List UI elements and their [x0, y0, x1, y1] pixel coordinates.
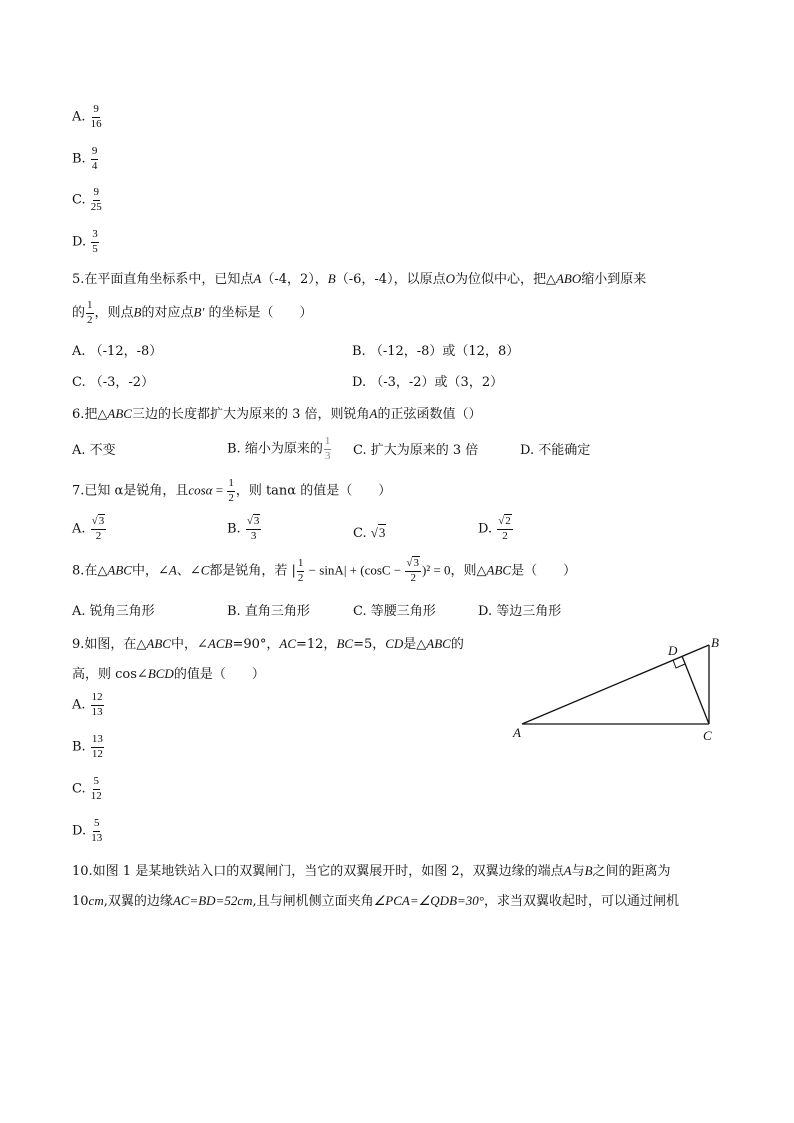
text: 高，则 cos∠: [72, 667, 148, 682]
math-var: cm: [88, 893, 104, 908]
numerator: 9: [93, 187, 101, 201]
text: 中，∠: [170, 637, 208, 652]
radicand: 3: [413, 557, 419, 569]
text: 都是锐角，若 |: [209, 563, 296, 579]
q9-option-d[interactable]: [72, 818, 103, 844]
q7-option-a[interactable]: [72, 516, 107, 542]
fraction: [91, 229, 99, 255]
option-label: A.: [72, 521, 86, 537]
text: 的: [72, 305, 86, 321]
math-var: B: [327, 271, 336, 286]
text: 7.已知 α是锐角，且: [72, 483, 189, 499]
option-label: C.: [72, 192, 86, 208]
q8-option-c[interactable]: C. 等腰三角形: [353, 604, 436, 619]
text: =5，: [353, 637, 386, 652]
q4-option-a[interactable]: [72, 104, 103, 130]
sqrt: √3: [370, 525, 386, 540]
text: 为位似中心，把△: [454, 272, 556, 287]
fraction: [91, 776, 102, 802]
denominator: 25: [90, 200, 102, 213]
q9-stem-line2: [72, 667, 265, 681]
q8-stem: [72, 558, 576, 584]
math-var: cosα: [188, 482, 213, 498]
label-a: A: [513, 725, 521, 740]
numerator: √3: [246, 516, 262, 530]
numerator: √3: [405, 558, 421, 572]
text: 之间的距离为: [592, 864, 671, 879]
q6-option-c[interactable]: C. 扩大为原来的 3 倍: [353, 443, 479, 458]
text: 是（ ）: [511, 563, 577, 579]
fraction: [91, 516, 107, 542]
q9-stem-line1: [72, 637, 464, 651]
math-var: ABO: [555, 271, 582, 286]
text: 9.如图，在△: [72, 637, 147, 652]
q8-option-a[interactable]: A. 锐角三角形: [72, 604, 155, 619]
text: 10.如图 1 是某地铁站入口的双翼闸门，当它的双翼展开时，如图 2，双翼边缘的端点: [72, 864, 564, 879]
q9-option-b[interactable]: [72, 734, 105, 760]
right-angle-mark: [673, 660, 685, 668]
text: 缩小到原来: [581, 272, 647, 287]
math-var: ABC: [107, 406, 132, 421]
text: 的正弦函数值（）: [377, 407, 482, 422]
numerator: 1: [297, 558, 305, 572]
numerator: 9: [92, 104, 100, 118]
text: ，则 tanα 的值是（ ）: [235, 483, 392, 499]
q5-option-a[interactable]: A. （-12，-8）: [72, 344, 163, 359]
fraction: [91, 104, 102, 130]
denominator: 16: [90, 117, 102, 130]
numerator: 12: [91, 692, 104, 706]
denominator: 12: [91, 747, 103, 760]
math-var: O: [445, 271, 455, 286]
math-var: ACB: [207, 636, 233, 651]
denominator: 5: [92, 242, 98, 255]
segment-ab: [522, 645, 709, 724]
denominator: 2: [87, 313, 93, 326]
q5-option-c[interactable]: C. （-3，-2）: [72, 375, 155, 390]
text: 与: [571, 864, 585, 879]
q5-option-d[interactable]: D. （-3，-2）或（3，2）: [352, 375, 504, 390]
math-var: A: [563, 863, 572, 878]
q8-option-b[interactable]: B. 直角三角形: [227, 604, 310, 619]
text: B. 缩小为原来的: [227, 441, 323, 457]
radicand: 3: [98, 515, 105, 527]
numerator: 1: [324, 436, 332, 450]
q9-option-a[interactable]: [72, 692, 105, 718]
q4-option-c[interactable]: [72, 187, 103, 213]
denominator: 13: [91, 831, 103, 844]
numerator: 3: [91, 229, 99, 243]
text: =: [212, 482, 227, 498]
fraction: [91, 734, 104, 760]
text: =12，: [296, 637, 337, 652]
q4-option-d[interactable]: [72, 229, 100, 255]
fraction: [91, 692, 104, 718]
text: 三边的长度都扩大为原来的 3 倍，则锐角: [131, 407, 370, 422]
math-var: A: [168, 562, 177, 578]
q10-stem-line2: [72, 894, 679, 908]
denominator: 3: [250, 529, 257, 542]
numerator: 5: [93, 818, 101, 832]
math-var: ABC: [426, 636, 451, 651]
text: =90°，: [232, 637, 280, 652]
fraction: [91, 187, 102, 213]
label-d: D: [668, 643, 678, 658]
text: 的值是（ ）: [173, 667, 265, 682]
fraction: [91, 818, 102, 844]
q5-option-b[interactable]: B. （-12，-8）或（12，8）: [352, 344, 520, 359]
q7-stem: [72, 478, 391, 504]
fraction: [405, 558, 421, 584]
math-var: ABC: [146, 636, 171, 651]
numerator: 13: [91, 734, 104, 748]
denominator: 4: [91, 159, 98, 172]
label-c: C: [703, 728, 712, 743]
text: ,双翼的边缘: [103, 894, 173, 909]
math-var: AC: [279, 636, 296, 651]
numerator: 1: [227, 478, 235, 492]
q5-stem-line2: [72, 300, 312, 326]
math-var: CD: [385, 636, 404, 651]
q10-stem-line1: [72, 864, 671, 878]
radicand: 2: [505, 515, 511, 527]
option-label: C.: [353, 526, 367, 541]
denominator: 2: [228, 491, 234, 504]
fraction: [324, 436, 332, 462]
text: 、∠: [176, 563, 201, 579]
option-label: B.: [227, 521, 241, 537]
option-label: B.: [72, 151, 86, 167]
math-var: BC: [336, 636, 354, 651]
numerator: 1: [86, 300, 94, 314]
q7-option-c[interactable]: [353, 526, 386, 540]
label-b: B: [711, 635, 719, 650]
denominator: 2: [297, 571, 304, 584]
denominator: 12: [90, 789, 102, 802]
text: ，则△: [450, 563, 487, 579]
q6-stem: [72, 407, 481, 421]
q6-option-b[interactable]: [227, 436, 332, 462]
text: ，求当双翼收起时，可以通过闸机: [483, 894, 679, 909]
option-label: D.: [72, 234, 87, 250]
numerator: √2: [497, 516, 513, 530]
option-label: D.: [478, 521, 493, 537]
q7-option-b[interactable]: [227, 516, 262, 542]
q8-option-d[interactable]: D. 等边三角形: [478, 604, 562, 619]
triangle-figure: [505, 630, 735, 745]
denominator: 2: [410, 571, 416, 584]
option-label: A.: [72, 697, 86, 713]
q9-option-c[interactable]: [72, 776, 103, 802]
text: 是△: [403, 637, 427, 652]
denominator: 2: [502, 529, 508, 542]
option-label: B.: [72, 739, 86, 755]
text: − sinA| + (cosC −: [305, 562, 405, 578]
fraction: [246, 516, 262, 542]
text: )² = 0: [421, 562, 451, 578]
text: ,且与闸机侧立面夹角: [252, 894, 374, 909]
math-var: C: [200, 562, 210, 578]
fraction: [227, 478, 235, 504]
fraction: [297, 558, 305, 584]
numerator: √3: [91, 516, 107, 530]
math-var: A: [369, 406, 378, 421]
text: 10: [72, 894, 89, 909]
math-var: BCD: [147, 666, 174, 681]
text: （-6，-4），以原点: [335, 272, 446, 287]
text: 的坐标是（ ）: [208, 305, 313, 321]
text: ，则点: [94, 305, 134, 321]
option-label: C.: [72, 781, 86, 797]
q6-option-a[interactable]: A. 不变: [72, 443, 116, 458]
fraction: [497, 516, 513, 542]
math-var: A: [253, 271, 262, 286]
q6-option-d[interactable]: D. 不能确定: [520, 443, 591, 458]
math-var: B: [133, 304, 142, 320]
text: 的对应点: [141, 305, 194, 321]
q5-stem-line1: [72, 272, 646, 286]
q7-option-d[interactable]: [478, 516, 514, 542]
radicand: 3: [378, 525, 386, 540]
option-label: A.: [72, 109, 86, 125]
text: 中，∠: [131, 563, 169, 579]
denominator: 2: [95, 529, 102, 542]
text: 的: [450, 637, 464, 652]
denominator: 13: [91, 705, 103, 718]
math-var: ∠PCA=∠QDB=30°: [373, 893, 484, 908]
text: 6.把△: [72, 407, 108, 422]
segment-cd: [682, 656, 709, 724]
math-var: ABC: [107, 562, 132, 578]
math-var: B′: [193, 304, 205, 320]
text: 8.在△: [72, 563, 108, 579]
fraction: [86, 300, 94, 326]
math-var: AC=BD=52cm: [172, 893, 253, 908]
math-var: ABC: [486, 562, 512, 578]
math-var: B: [584, 863, 593, 878]
denominator: 3: [324, 449, 331, 462]
fraction: [91, 146, 99, 172]
text: 5.在平面直角坐标系中，已知点: [72, 272, 254, 287]
numerator: 5: [93, 776, 101, 790]
text: （-4，2），: [261, 272, 328, 287]
option-label: D.: [72, 823, 87, 839]
q4-option-b[interactable]: [72, 146, 99, 172]
radicand: 3: [253, 515, 260, 527]
numerator: 9: [91, 146, 99, 160]
